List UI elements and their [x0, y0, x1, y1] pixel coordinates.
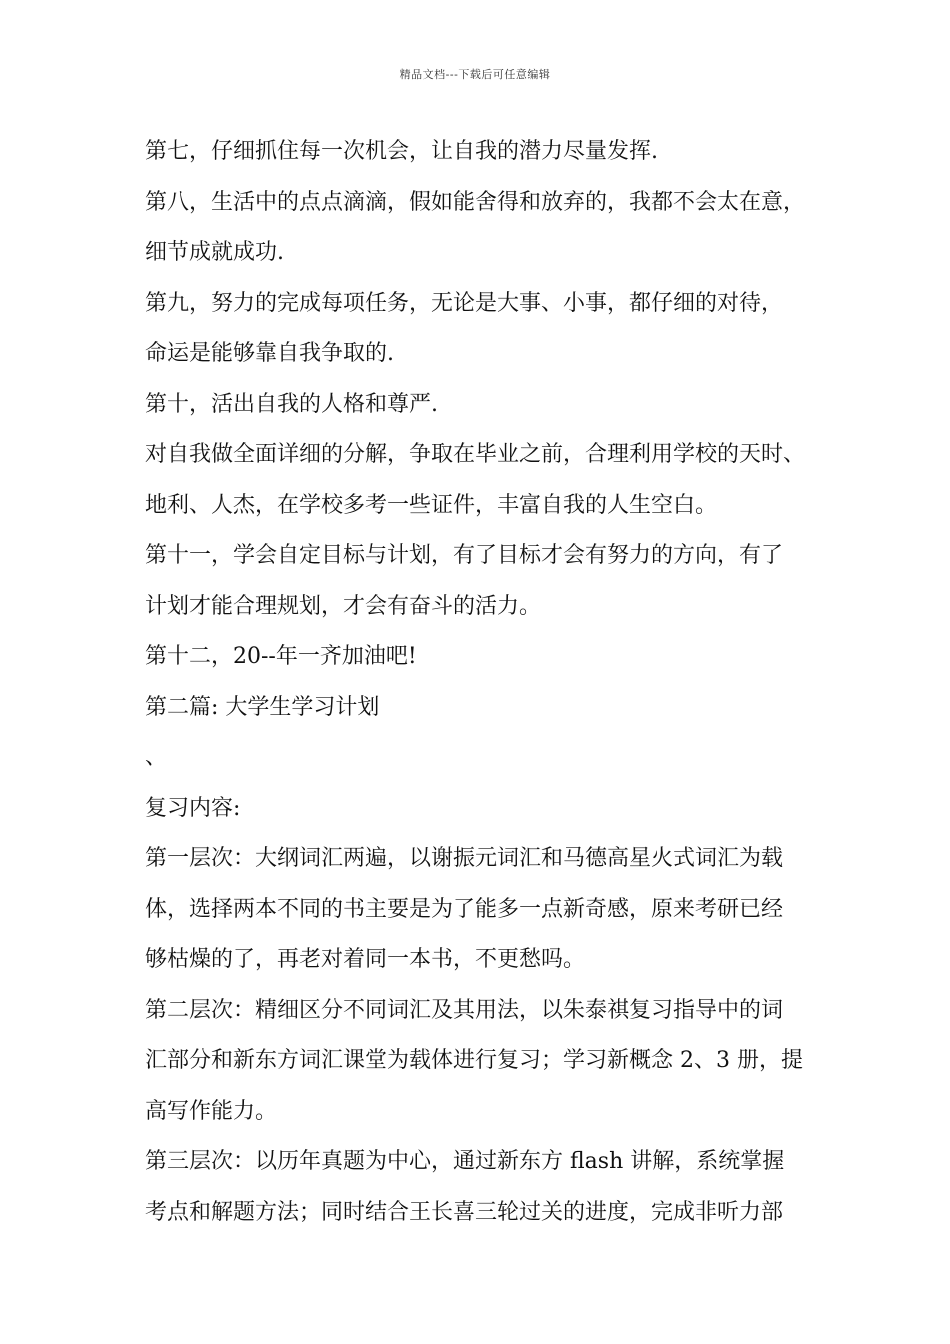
- text-line: 对自我做全面详细的分解，争取在毕业之前，合理利用学校的天时、: [145, 442, 806, 467]
- text-line: 第九，努力的完成每项任务，无论是大事、小事，都仔细的对待，: [145, 290, 784, 316]
- text-line: 地利、人杰，在学校多考一些证件，丰富自我的人生空白。: [145, 492, 718, 518]
- text-line: 考点和解题方法；同时结合王长喜三轮过关的进度，完成非听力部: [145, 1199, 784, 1225]
- text-line: 第一层次：大纲词汇两遍，以谢振元词汇和马德高星火式词汇为载: [145, 846, 784, 871]
- text-line: 第八，生活中的点点滴滴，假如能舍得和放弃的，我都不会太在意，: [145, 189, 806, 215]
- text-line: 高写作能力。: [145, 1098, 278, 1124]
- text-line: 第十二，20--年一齐加油吧!: [145, 644, 417, 669]
- text-line: 第二层次：精细区分不同词汇及其用法，以朱泰祺复习指导中的词: [145, 997, 784, 1023]
- text-line: 细节成就成功.: [145, 240, 284, 265]
- text-line: 计划才能合理规划，才会有奋斗的活力。: [145, 593, 542, 619]
- text-line: 够枯燥的了，再老对着同一本书，不更愁吗。: [145, 947, 586, 972]
- text-line: 第十一，学会自定目标与计划，有了目标才会有努力的方向，有了: [145, 543, 784, 568]
- text-line: 体，选择两本不同的书主要是为了能多一点新奇感，原来考研已经: [145, 896, 784, 922]
- section-title: 第二篇: 大学生学习计划: [145, 694, 380, 720]
- text-line: 汇部分和新东方词汇课堂为载体进行复习；学习新概念 2、3 册，提: [145, 1048, 803, 1073]
- subsection-title: 复习内容:: [145, 795, 241, 821]
- text-line: 第三层次：以历年真题为中心，通过新东方 flash 讲解，系统掌握: [145, 1149, 785, 1174]
- text-line: 第七，仔细抓住每一次机会，让自我的潜力尽量发挥.: [145, 139, 658, 164]
- text-line: 、: [145, 745, 168, 770]
- text-line: 命运是能够靠自我争取的.: [145, 341, 394, 366]
- document-body: [145, 133, 845, 1244]
- page-header: 精品文档---下载后可任意编辑: [399, 68, 551, 81]
- text-line: 第十，活出自我的人格和尊严.: [145, 391, 438, 417]
